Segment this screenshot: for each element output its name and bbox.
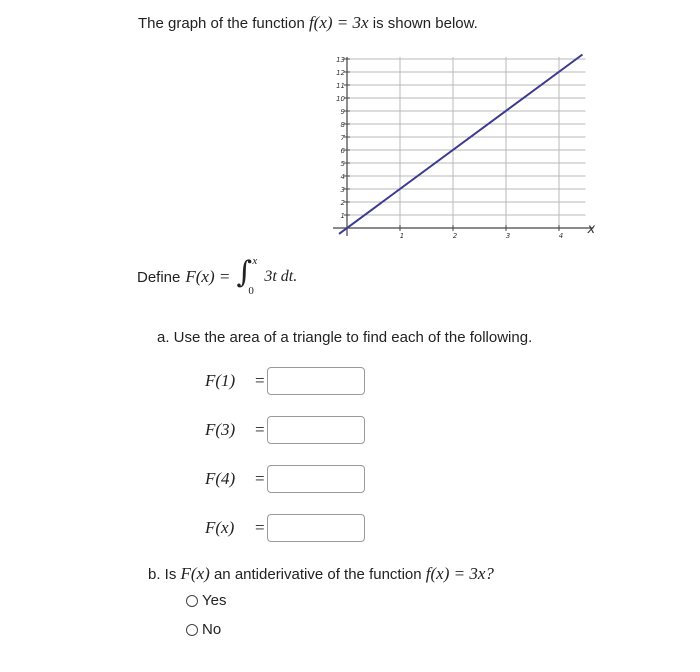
y-tick-label: 9 <box>340 108 345 116</box>
y-tick-label: 1 <box>340 212 345 220</box>
answer-input-f4[interactable] <box>267 465 365 493</box>
answer-label: F(4) <box>205 469 236 488</box>
y-tick-label: 3 <box>340 186 345 194</box>
radio-label-no: No <box>202 621 222 638</box>
radio-no[interactable] <box>186 621 221 638</box>
series-line-f <box>339 55 583 234</box>
answer-label: F(x) <box>205 518 235 537</box>
y-tick-label: 12 <box>336 69 345 77</box>
y-tick-label: 10 <box>336 95 345 103</box>
radio-circle[interactable] <box>186 595 198 607</box>
define-lhs: F(x) = <box>185 267 231 286</box>
y-tick-label: 4 <box>340 173 345 181</box>
part-b-prompt: b. Is F(x) an antiderivative of the function f(x) = 3x? <box>148 564 494 583</box>
y-tick-label: 7 <box>340 134 345 142</box>
radio-label-yes: Yes <box>202 592 227 609</box>
integral-upper: x <box>252 255 258 267</box>
answer-input-fx[interactable] <box>267 514 365 542</box>
integral-lower: 0 <box>248 285 254 297</box>
answer-row-f1: F(1) = <box>205 367 365 395</box>
radio-circle[interactable] <box>186 624 198 636</box>
define-prefix: Define <box>137 268 181 286</box>
definition <box>137 257 297 297</box>
answer-row-fx: F(x) = <box>205 514 365 542</box>
answer-row-f4: F(4) = <box>205 465 365 493</box>
intro-text: The graph of the function <box>138 15 305 32</box>
y-tick-label: 2 <box>340 199 345 207</box>
x-tick-label: 1 <box>399 232 405 240</box>
answer-row-f3: F(3) = <box>205 416 365 444</box>
x-tick-label: 2 <box>452 232 458 240</box>
y-tick-label: 6 <box>340 147 345 155</box>
answer-label: F(1) <box>205 371 236 390</box>
integrand: 3t dt. <box>264 268 298 285</box>
integral-sign: ∫ x 0 <box>236 255 258 297</box>
answer-input-f1[interactable] <box>267 367 365 395</box>
function-graph <box>330 50 600 240</box>
y-tick-labels <box>336 56 350 220</box>
y-tick-label: 11 <box>336 82 345 90</box>
y-tick-label: 5 <box>340 160 345 168</box>
answer-input-f3[interactable] <box>267 416 365 444</box>
part-a-prompt: a. Use the area of a triangle to find each of the following. <box>157 329 533 346</box>
y-tick-label: 13 <box>336 56 345 64</box>
x-tick-labels <box>400 225 563 240</box>
answer-label: F(3) <box>205 420 236 439</box>
intro-line <box>138 13 478 33</box>
x-axis-label: x <box>587 222 596 237</box>
intro-suffix: is shown below. <box>372 15 478 32</box>
radio-yes[interactable] <box>186 592 226 609</box>
intro-formula: f(x) = 3x <box>308 13 369 32</box>
x-tick-label: 3 <box>505 232 511 240</box>
y-tick-label: 8 <box>340 121 345 129</box>
x-tick-label: 4 <box>558 232 564 240</box>
